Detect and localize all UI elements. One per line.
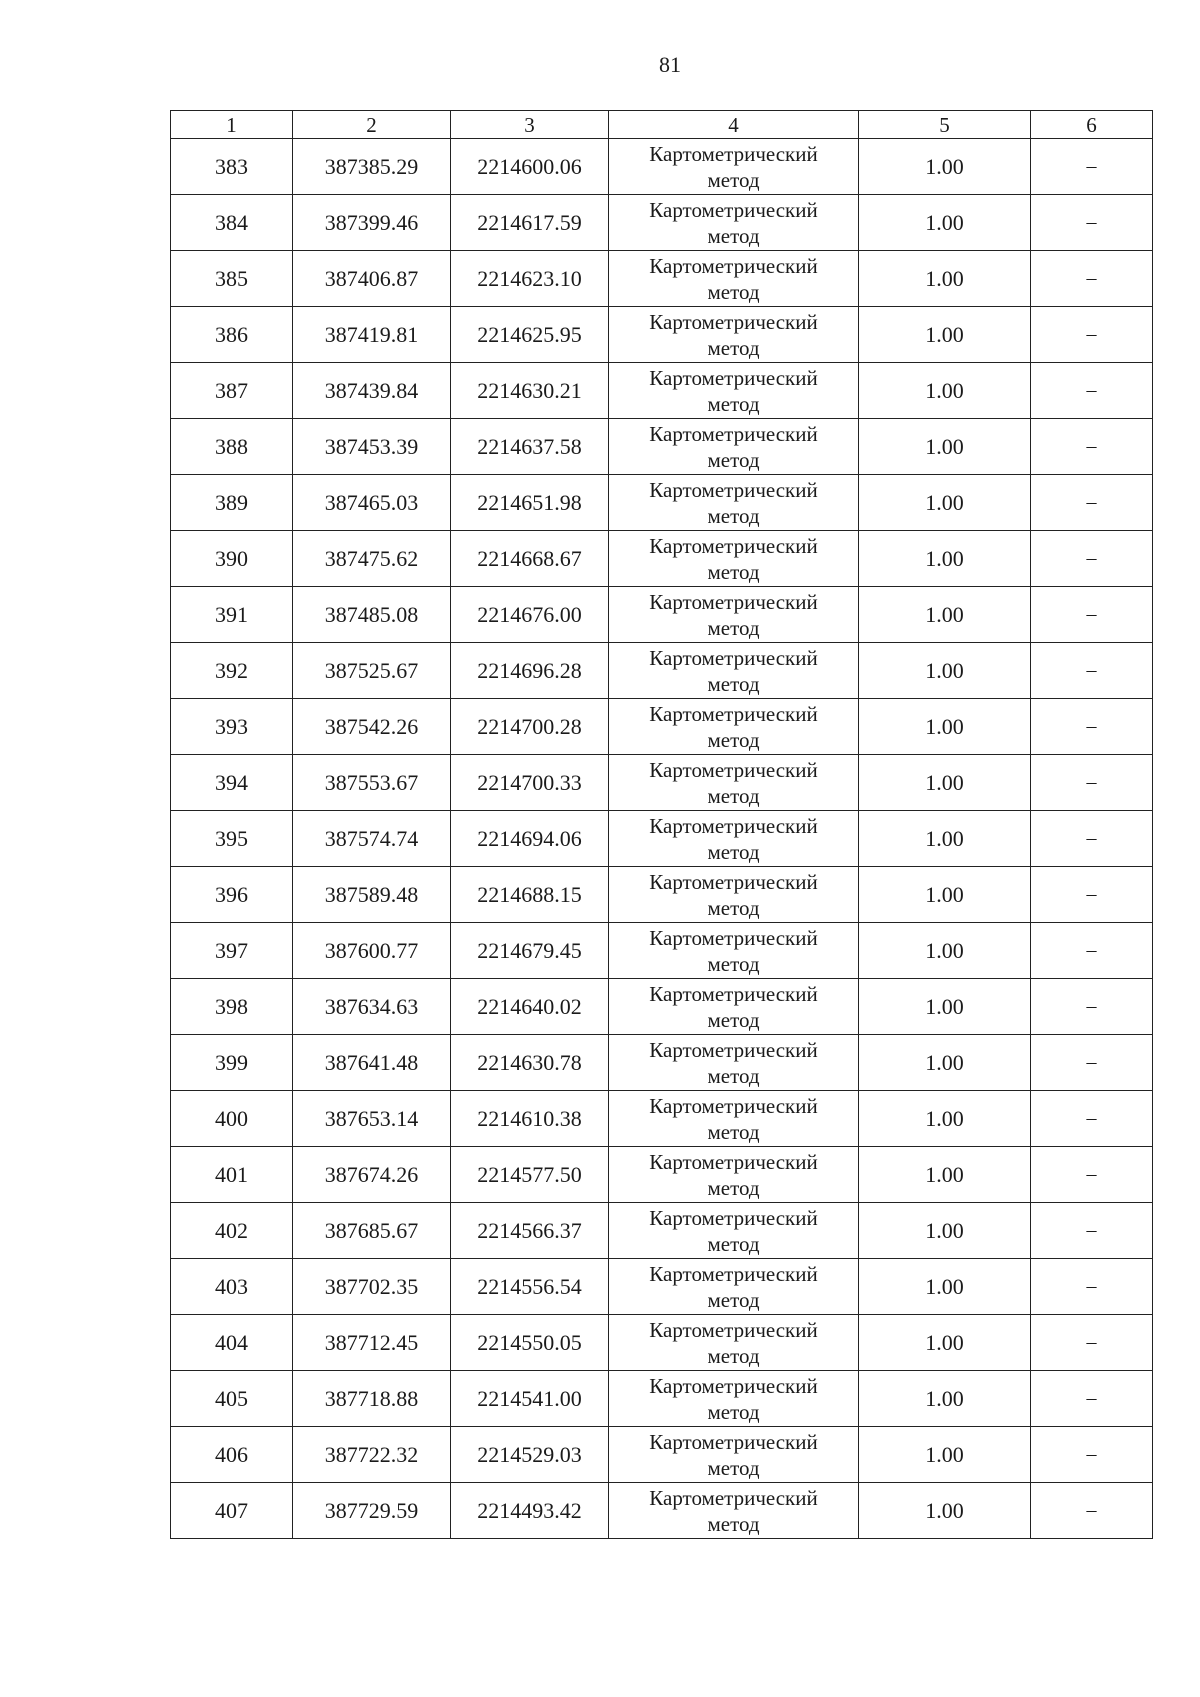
point-number-cell: 388 — [171, 419, 293, 475]
x-coordinate-cell: 387406.87 — [293, 251, 451, 307]
method-line-1: Картометрический — [649, 477, 818, 502]
method-line-2: метод — [707, 503, 760, 528]
y-coordinate-cell: 2214600.06 — [451, 139, 609, 195]
method-line-1: Картометрический — [649, 925, 818, 950]
x-coordinate-cell: 387465.03 — [293, 475, 451, 531]
method-line-1: Картометрический — [649, 1373, 818, 1398]
method-line-2: метод — [707, 1511, 760, 1536]
table-row — [171, 1203, 1153, 1259]
method-cell — [609, 811, 859, 867]
point-number-cell: 392 — [171, 643, 293, 699]
method-line-1: Картометрический — [649, 645, 818, 670]
coordinates-table — [170, 110, 1153, 1539]
x-coordinate-cell: 387600.77 — [293, 923, 451, 979]
method-line-2: метод — [707, 335, 760, 360]
method-line-1: Картометрический — [649, 1093, 818, 1118]
table-row — [171, 1259, 1153, 1315]
accuracy-cell: 1.00 — [859, 251, 1031, 307]
method-line-2: метод — [707, 671, 760, 696]
table-row — [171, 475, 1153, 531]
method-line-1: Картометрический — [649, 1149, 818, 1174]
point-number-cell: 401 — [171, 1147, 293, 1203]
x-coordinate-cell: 387722.32 — [293, 1427, 451, 1483]
x-coordinate-cell: 387399.46 — [293, 195, 451, 251]
accuracy-cell: 1.00 — [859, 1091, 1031, 1147]
table-row — [171, 1091, 1153, 1147]
table-row — [171, 923, 1153, 979]
x-coordinate-cell: 387729.59 — [293, 1483, 451, 1539]
header-col-5: 5 — [859, 111, 1031, 139]
note-cell: – — [1031, 1427, 1153, 1483]
method-line-2: метод — [707, 1287, 760, 1312]
method-cell — [609, 643, 859, 699]
table-row — [171, 755, 1153, 811]
table-row — [171, 531, 1153, 587]
y-coordinate-cell: 2214529.03 — [451, 1427, 609, 1483]
y-coordinate-cell: 2214694.06 — [451, 811, 609, 867]
accuracy-cell: 1.00 — [859, 1427, 1031, 1483]
note-cell: – — [1031, 419, 1153, 475]
note-cell: – — [1031, 1371, 1153, 1427]
method-line-2: метод — [707, 1007, 760, 1032]
table-row — [171, 587, 1153, 643]
method-line-1: Картометрический — [649, 197, 818, 222]
x-coordinate-cell: 387589.48 — [293, 867, 451, 923]
method-line-2: метод — [707, 1399, 760, 1424]
method-line-1: Картометрический — [649, 533, 818, 558]
x-coordinate-cell: 387674.26 — [293, 1147, 451, 1203]
method-cell — [609, 867, 859, 923]
method-line-1: Картометрический — [649, 1429, 818, 1454]
note-cell: – — [1031, 1035, 1153, 1091]
note-cell: – — [1031, 1091, 1153, 1147]
note-cell: – — [1031, 811, 1153, 867]
method-line-2: метод — [707, 727, 760, 752]
method-cell — [609, 1203, 859, 1259]
y-coordinate-cell: 2214610.38 — [451, 1091, 609, 1147]
table-row — [171, 811, 1153, 867]
point-number-cell: 385 — [171, 251, 293, 307]
x-coordinate-cell: 387718.88 — [293, 1371, 451, 1427]
accuracy-cell: 1.00 — [859, 811, 1031, 867]
point-number-cell: 387 — [171, 363, 293, 419]
method-line-1: Картометрический — [649, 869, 818, 894]
x-coordinate-cell: 387419.81 — [293, 307, 451, 363]
accuracy-cell: 1.00 — [859, 1147, 1031, 1203]
y-coordinate-cell: 2214651.98 — [451, 475, 609, 531]
note-cell: – — [1031, 755, 1153, 811]
accuracy-cell: 1.00 — [859, 1315, 1031, 1371]
x-coordinate-cell: 387641.48 — [293, 1035, 451, 1091]
method-line-1: Картометрический — [649, 309, 818, 334]
header-col-1: 1 — [171, 111, 293, 139]
y-coordinate-cell: 2214577.50 — [451, 1147, 609, 1203]
x-coordinate-cell: 387685.67 — [293, 1203, 451, 1259]
method-line-2: метод — [707, 783, 760, 808]
accuracy-cell: 1.00 — [859, 755, 1031, 811]
method-cell — [609, 923, 859, 979]
method-line-1: Картометрический — [649, 1485, 818, 1510]
x-coordinate-cell: 387525.67 — [293, 643, 451, 699]
method-cell — [609, 1315, 859, 1371]
method-line-2: метод — [707, 223, 760, 248]
method-cell — [609, 1091, 859, 1147]
note-cell: – — [1031, 363, 1153, 419]
method-line-2: метод — [707, 615, 760, 640]
method-cell — [609, 1035, 859, 1091]
method-cell — [609, 475, 859, 531]
page-number: 81 — [659, 52, 681, 77]
accuracy-cell: 1.00 — [859, 419, 1031, 475]
note-cell: – — [1031, 643, 1153, 699]
note-cell: – — [1031, 1315, 1153, 1371]
header-col-2: 2 — [293, 111, 451, 139]
point-number-cell: 400 — [171, 1091, 293, 1147]
method-line-2: метод — [707, 1119, 760, 1144]
y-coordinate-cell: 2214700.28 — [451, 699, 609, 755]
note-cell: – — [1031, 475, 1153, 531]
header-col-3: 3 — [451, 111, 609, 139]
accuracy-cell: 1.00 — [859, 195, 1031, 251]
note-cell: – — [1031, 699, 1153, 755]
note-cell: – — [1031, 251, 1153, 307]
table-row — [171, 1035, 1153, 1091]
accuracy-cell: 1.00 — [859, 307, 1031, 363]
method-line-2: метод — [707, 559, 760, 584]
method-line-1: Картометрический — [649, 253, 818, 278]
method-line-2: метод — [707, 1455, 760, 1480]
method-line-2: метод — [707, 1063, 760, 1088]
y-coordinate-cell: 2214637.58 — [451, 419, 609, 475]
method-cell — [609, 1427, 859, 1483]
note-cell: – — [1031, 307, 1153, 363]
method-line-1: Картометрический — [649, 813, 818, 838]
method-line-2: метод — [707, 1231, 760, 1256]
method-cell — [609, 979, 859, 1035]
accuracy-cell: 1.00 — [859, 867, 1031, 923]
y-coordinate-cell: 2214566.37 — [451, 1203, 609, 1259]
method-line-1: Картометрический — [649, 701, 818, 726]
accuracy-cell: 1.00 — [859, 1483, 1031, 1539]
method-line-2: метод — [707, 1343, 760, 1368]
method-cell — [609, 419, 859, 475]
method-line-1: Картометрический — [649, 1317, 818, 1342]
y-coordinate-cell: 2214617.59 — [451, 195, 609, 251]
point-number-cell: 398 — [171, 979, 293, 1035]
table-row — [171, 139, 1153, 195]
method-cell — [609, 139, 859, 195]
method-line-1: Картометрический — [649, 1261, 818, 1286]
y-coordinate-cell: 2214640.02 — [451, 979, 609, 1035]
accuracy-cell: 1.00 — [859, 1371, 1031, 1427]
header-col-6: 6 — [1031, 111, 1153, 139]
y-coordinate-cell: 2214625.95 — [451, 307, 609, 363]
x-coordinate-cell: 387702.35 — [293, 1259, 451, 1315]
y-coordinate-cell: 2214623.10 — [451, 251, 609, 307]
method-line-2: метод — [707, 951, 760, 976]
method-cell — [609, 1371, 859, 1427]
x-coordinate-cell: 387542.26 — [293, 699, 451, 755]
method-cell — [609, 1483, 859, 1539]
y-coordinate-cell: 2214696.28 — [451, 643, 609, 699]
x-coordinate-cell: 387439.84 — [293, 363, 451, 419]
x-coordinate-cell: 387385.29 — [293, 139, 451, 195]
method-line-1: Картометрический — [649, 421, 818, 446]
point-number-cell: 405 — [171, 1371, 293, 1427]
note-cell: – — [1031, 1483, 1153, 1539]
accuracy-cell: 1.00 — [859, 139, 1031, 195]
accuracy-cell: 1.00 — [859, 1203, 1031, 1259]
point-number-cell: 404 — [171, 1315, 293, 1371]
point-number-cell: 406 — [171, 1427, 293, 1483]
y-coordinate-cell: 2214630.78 — [451, 1035, 609, 1091]
method-line-2: метод — [707, 895, 760, 920]
table-row — [171, 195, 1153, 251]
x-coordinate-cell: 387653.14 — [293, 1091, 451, 1147]
y-coordinate-cell: 2214493.42 — [451, 1483, 609, 1539]
point-number-cell: 393 — [171, 699, 293, 755]
accuracy-cell: 1.00 — [859, 1259, 1031, 1315]
method-line-2: метод — [707, 447, 760, 472]
table-row — [171, 1147, 1153, 1203]
method-line-1: Картометрический — [649, 141, 818, 166]
accuracy-cell: 1.00 — [859, 587, 1031, 643]
table-row — [171, 419, 1153, 475]
y-coordinate-cell: 2214550.05 — [451, 1315, 609, 1371]
note-cell: – — [1031, 1203, 1153, 1259]
accuracy-cell: 1.00 — [859, 923, 1031, 979]
y-coordinate-cell: 2214688.15 — [451, 867, 609, 923]
table-row — [171, 1315, 1153, 1371]
table-row — [171, 307, 1153, 363]
x-coordinate-cell: 387553.67 — [293, 755, 451, 811]
accuracy-cell: 1.00 — [859, 1035, 1031, 1091]
note-cell: – — [1031, 979, 1153, 1035]
method-line-1: Картометрический — [649, 1037, 818, 1062]
method-line-2: метод — [707, 167, 760, 192]
table-row — [171, 699, 1153, 755]
y-coordinate-cell: 2214668.67 — [451, 531, 609, 587]
note-cell: – — [1031, 139, 1153, 195]
method-cell — [609, 1259, 859, 1315]
table-row — [171, 643, 1153, 699]
method-cell — [609, 699, 859, 755]
x-coordinate-cell: 387485.08 — [293, 587, 451, 643]
y-coordinate-cell: 2214556.54 — [451, 1259, 609, 1315]
method-line-2: метод — [707, 279, 760, 304]
note-cell: – — [1031, 923, 1153, 979]
method-line-2: метод — [707, 839, 760, 864]
table-row — [171, 1483, 1153, 1539]
x-coordinate-cell: 387634.63 — [293, 979, 451, 1035]
point-number-cell: 407 — [171, 1483, 293, 1539]
point-number-cell: 384 — [171, 195, 293, 251]
point-number-cell: 389 — [171, 475, 293, 531]
accuracy-cell: 1.00 — [859, 531, 1031, 587]
method-cell — [609, 363, 859, 419]
point-number-cell: 390 — [171, 531, 293, 587]
point-number-cell: 394 — [171, 755, 293, 811]
point-number-cell: 403 — [171, 1259, 293, 1315]
accuracy-cell: 1.00 — [859, 363, 1031, 419]
y-coordinate-cell: 2214700.33 — [451, 755, 609, 811]
accuracy-cell: 1.00 — [859, 643, 1031, 699]
y-coordinate-cell: 2214676.00 — [451, 587, 609, 643]
point-number-cell: 396 — [171, 867, 293, 923]
method-line-1: Картометрический — [649, 981, 818, 1006]
point-number-cell: 383 — [171, 139, 293, 195]
method-line-1: Картометрический — [649, 1205, 818, 1230]
method-cell — [609, 251, 859, 307]
y-coordinate-cell: 2214541.00 — [451, 1371, 609, 1427]
header-col-4: 4 — [609, 111, 859, 139]
point-number-cell: 399 — [171, 1035, 293, 1091]
note-cell: – — [1031, 195, 1153, 251]
note-cell: – — [1031, 531, 1153, 587]
method-cell — [609, 1147, 859, 1203]
accuracy-cell: 1.00 — [859, 475, 1031, 531]
method-line-1: Картометрический — [649, 365, 818, 390]
point-number-cell: 391 — [171, 587, 293, 643]
method-line-1: Картометрический — [649, 589, 818, 614]
table-row — [171, 979, 1153, 1035]
point-number-cell: 386 — [171, 307, 293, 363]
note-cell: – — [1031, 587, 1153, 643]
method-line-1: Картометрический — [649, 757, 818, 782]
table-body — [171, 139, 1153, 1539]
table-header-row — [171, 111, 1153, 139]
note-cell: – — [1031, 867, 1153, 923]
point-number-cell: 402 — [171, 1203, 293, 1259]
table-row — [171, 867, 1153, 923]
accuracy-cell: 1.00 — [859, 979, 1031, 1035]
point-number-cell: 395 — [171, 811, 293, 867]
x-coordinate-cell: 387712.45 — [293, 1315, 451, 1371]
x-coordinate-cell: 387453.39 — [293, 419, 451, 475]
table-row — [171, 1427, 1153, 1483]
x-coordinate-cell: 387475.62 — [293, 531, 451, 587]
method-line-2: метод — [707, 1175, 760, 1200]
method-cell — [609, 195, 859, 251]
table-row — [171, 363, 1153, 419]
method-cell — [609, 587, 859, 643]
method-line-2: метод — [707, 391, 760, 416]
y-coordinate-cell: 2214679.45 — [451, 923, 609, 979]
method-cell — [609, 531, 859, 587]
x-coordinate-cell: 387574.74 — [293, 811, 451, 867]
y-coordinate-cell: 2214630.21 — [451, 363, 609, 419]
table-row — [171, 1371, 1153, 1427]
method-cell — [609, 307, 859, 363]
table-row — [171, 251, 1153, 307]
note-cell: – — [1031, 1259, 1153, 1315]
accuracy-cell: 1.00 — [859, 699, 1031, 755]
note-cell: – — [1031, 1147, 1153, 1203]
method-cell — [609, 755, 859, 811]
point-number-cell: 397 — [171, 923, 293, 979]
